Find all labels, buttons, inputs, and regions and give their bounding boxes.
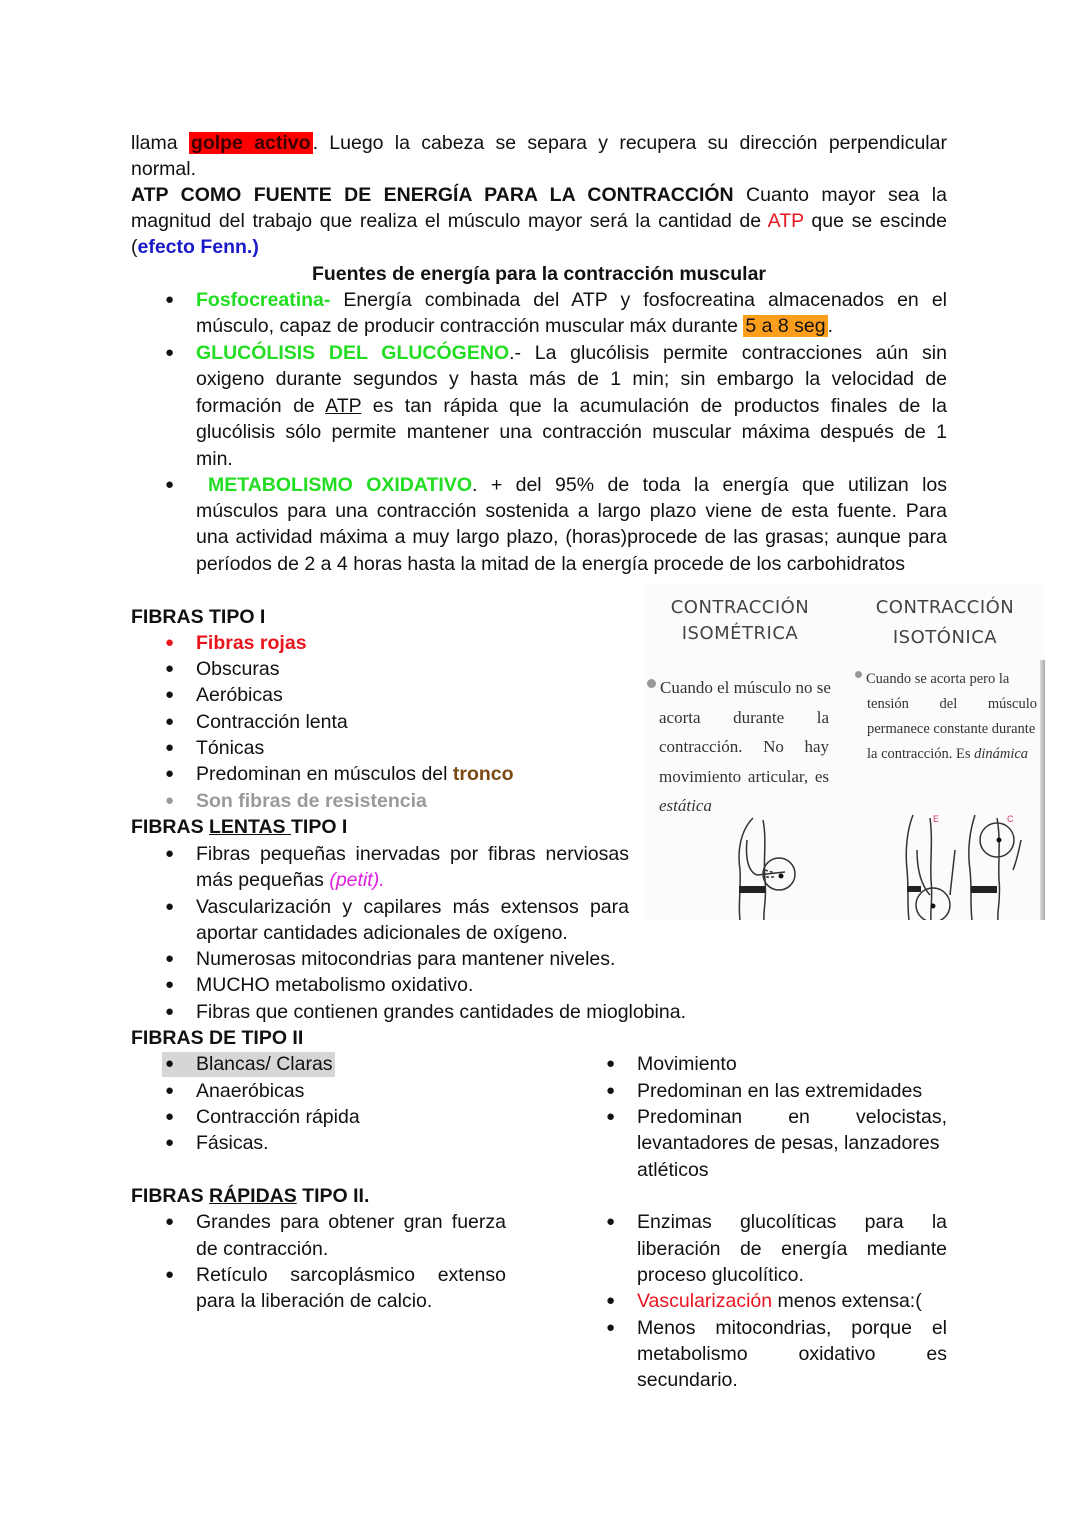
oxid-line-2: músculos para una contracción sostenida a largo plazo viene de esta fuente. Para — [196, 500, 947, 522]
oxid-line-3: una actividad máxima a muy largo plazo, (horas)procede de las grasas; aunque para — [196, 526, 947, 548]
tipo2-heading: FIBRAS DE TIPO II — [131, 1027, 304, 1049]
gluco-line-2: oxigeno durante segundos y hasta más de 1 min; sin embargo la velocidad de — [196, 368, 947, 390]
gluco-line-5: min. — [196, 448, 233, 470]
atp-line-3 — [131, 234, 259, 260]
bullet-icon: ● — [165, 1134, 175, 1151]
bullet-icon — [647, 679, 656, 688]
text: CONTRACCIÓN — [670, 597, 810, 618]
text: contracción. No hay — [659, 737, 829, 756]
text: .- La glucólisis permite contracciones aún sin — [509, 342, 947, 364]
tipo1-item: Contracción lenta — [196, 711, 348, 733]
tipo2-right-item: Predominan en las extremidades — [637, 1080, 923, 1102]
text: ISOTÓNICA — [892, 627, 998, 648]
bullet-icon: ● — [606, 1082, 616, 1099]
text: Cuando el músculo no se — [660, 678, 831, 697]
vascularizacion-red: Vascularización — [637, 1290, 773, 1312]
text: FIBRAS — [131, 816, 209, 838]
bullet-icon: ● — [165, 291, 175, 308]
bullet-icon: ● — [165, 1266, 175, 1283]
tipo1-item: Obscuras — [196, 658, 280, 680]
bullet-icon: ● — [165, 713, 175, 730]
rapidas-left-2-cont: para la liberación de calcio. — [196, 1290, 433, 1312]
bullet-icon: ● — [165, 1082, 175, 1099]
text: menos extensa:( — [772, 1290, 922, 1312]
bullet-icon: ● — [606, 1213, 616, 1230]
bullet-icon: ● — [165, 792, 175, 809]
atp-underlined: ATP — [325, 395, 362, 417]
text: Predominan en músculos del — [196, 763, 453, 785]
bullet-icon: ● — [606, 1108, 616, 1125]
highlight-golpe-activo: golpe activo — [190, 132, 311, 154]
atp-line-1 — [131, 182, 947, 208]
rapidas-right-1: Enzimas glucolíticas para la — [637, 1211, 947, 1233]
text: que se escinde — [803, 210, 947, 232]
bullet-icon: ● — [165, 344, 175, 361]
oxid-line-4: períodos de 2 a 4 horas hasta la mitad de la energía procede de los carbohidratos — [196, 553, 905, 575]
bullet-icon: ● — [165, 1213, 175, 1230]
text: más pequeñas — [196, 869, 330, 891]
bullet-icon: ● — [165, 686, 175, 703]
label-c: C — [1007, 814, 1014, 824]
tipo2-left-item: Blancas/ Claras — [196, 1053, 333, 1075]
bullet-icon: ● — [165, 765, 175, 782]
isotonica-text — [855, 667, 1037, 767]
term-metabolismo-oxidativo: METABOLISMO OXIDATIVO — [208, 474, 473, 496]
rapidas-heading — [131, 1183, 369, 1209]
fuentes-title: Fuentes de energía para la contracción muscular — [311, 263, 767, 285]
tipo1-heading: FIBRAS TIPO I — [131, 606, 266, 628]
isotonica-title — [870, 595, 1020, 651]
lentas-item-2-line-1: Vascularización y capilares más extensos para — [196, 896, 629, 918]
rapidas-left-1-cont: de contracción. — [196, 1238, 329, 1260]
text: . + del 95% de toda la energía que utilizan los — [472, 474, 947, 496]
rapidas-right-3-cont: secundario. — [637, 1369, 738, 1391]
text: ISOMÉTRICA — [681, 623, 799, 644]
tipo1-item-resistencia: Son fibras de resistencia — [196, 790, 427, 812]
tipo1-item: Tónicas — [196, 737, 265, 759]
isometrica-text — [647, 673, 829, 821]
tipo2-right-item-cont: levantadores de pesas, lanzadores — [637, 1132, 940, 1154]
rapidas-right-1-cont: proceso glucolítico. — [637, 1264, 804, 1286]
intro-line-2: normal. — [131, 158, 197, 180]
gluco-line-4: glucólisis sólo permite mantener una contracción muscular máxima después de 1 — [196, 421, 947, 443]
tipo1-item-tronco — [196, 761, 514, 787]
bullet-icon: ● — [165, 845, 175, 862]
tipo2-right-item: Movimiento — [637, 1053, 737, 1075]
text: Cuanto mayor sea la — [733, 184, 947, 206]
atp-line-2 — [131, 208, 947, 234]
bullet-icon: ● — [165, 1003, 175, 1020]
bullet-icon — [855, 671, 862, 678]
text: la contracción. Es — [867, 746, 975, 762]
text: . — [827, 315, 833, 337]
lentas-item-1-line-1: Fibras pequeñas inervadas por fibras nerviosas — [196, 843, 629, 865]
text: RÁPIDAS — [209, 1185, 297, 1207]
text: llama — [131, 132, 189, 154]
rapidas-right-2 — [637, 1288, 922, 1314]
bullet-icon: ● — [165, 1108, 175, 1125]
contraction-figure — [645, 585, 1045, 920]
bullet-icon: ● — [606, 1292, 616, 1309]
bullet-icon: ● — [165, 950, 175, 967]
text: TIPO I — [290, 816, 348, 838]
lentas-item-5: Fibras que contienen grandes cantidades de mioglobina. — [196, 1001, 686, 1023]
bullet-icon: ● — [606, 1055, 616, 1072]
text: dinámica — [974, 746, 1029, 762]
bullet-icon: ● — [165, 476, 175, 493]
bullet-icon: ● — [165, 660, 175, 677]
rapidas-right-1-cont: liberación de energía mediante — [637, 1238, 947, 1260]
atp-red: ATP — [767, 210, 804, 232]
bullet-icon: ● — [165, 739, 175, 756]
lentas-heading — [131, 814, 347, 840]
bullet-icon: ● — [165, 976, 175, 993]
lentas-item-1-line-2 — [196, 867, 385, 893]
bullet-icon: ● — [165, 634, 175, 651]
highlight-5-8-seg: 5 a 8 seg — [745, 315, 826, 337]
text: Cuando se acorta pero la — [866, 671, 1010, 687]
text: . Luego la cabeza se separa y recupera su dirección perpendicular — [312, 132, 947, 154]
tipo1-item-fibras-rojas: Fibras rojas — [196, 632, 307, 654]
text: FIBRAS — [131, 1185, 209, 1207]
text: movimiento articular, es — [659, 766, 829, 786]
text: es tan rápida que la acumulación de productos finales de la — [361, 395, 947, 417]
text: ( — [131, 236, 138, 258]
text: estática — [659, 796, 712, 815]
rapidas-right-3-cont: metabolismo oxidativo es — [637, 1343, 947, 1365]
term-fosfocreatina: Fosfocreatina- — [196, 289, 331, 311]
tipo1-item: Aeróbicas — [196, 684, 283, 706]
atp-heading: ATP COMO FUENTE DE ENERGÍA PARA LA CONTRACCIÓN — [131, 184, 734, 206]
tipo2-left-item: Contracción rápida — [196, 1106, 360, 1128]
text: músculo, capaz de producir contracción muscular máx durante — [196, 315, 744, 337]
bullet-icon: ● — [606, 1319, 616, 1336]
text: LENTAS — [209, 816, 291, 838]
term-glucolisis: GLUCÓLISIS DEL GLUCÓGENO — [196, 342, 510, 364]
lentas-item-3: Numerosas mitocondrias para mantener niveles. — [196, 948, 616, 970]
text: tensión del músculo — [867, 696, 1037, 712]
fosfo-line-2 — [196, 313, 833, 339]
tipo2-right-item: Predominan en velocistas, — [637, 1106, 947, 1128]
text: acorta durante la — [659, 707, 829, 727]
petit: (petit). — [329, 869, 385, 891]
belt — [739, 886, 765, 893]
text: magnitud del trabajo que realiza el músculo mayor será la cantidad de — [131, 210, 768, 232]
text: TIPO II. — [296, 1185, 370, 1207]
text: permanece constante durante — [867, 721, 1036, 737]
rapidas-right-3: Menos mitocondrias, porque el — [637, 1317, 947, 1339]
lentas-item-4: MUCHO metabolismo oxidativo. — [196, 974, 474, 996]
bullet-icon: ● — [165, 898, 175, 915]
text: Energía combinada del ATP y fosfocreatina almacenados en el — [330, 289, 947, 311]
rapidas-left-2: Retículo sarcoplásmico extenso — [196, 1264, 506, 1286]
text: formación de — [196, 395, 326, 417]
tronco-word: tronco — [452, 763, 514, 785]
tipo2-right-item-cont: atléticos — [637, 1159, 709, 1181]
figure-edge — [1040, 660, 1045, 920]
gluco-line-1 — [196, 340, 947, 366]
label-e: E — [933, 814, 940, 824]
rapidas-left-1: Grandes para obtener gran fuerza — [196, 1211, 506, 1233]
text: CONTRACCIÓN — [875, 597, 1015, 618]
arm-curl-illustration-icon — [645, 810, 1045, 920]
bullet-icon: ● — [165, 1055, 175, 1072]
oxid-line-1 — [208, 472, 947, 498]
isometrica-title — [665, 595, 815, 647]
tipo2-left-item: Fásicas. — [196, 1132, 269, 1154]
fosfo-line-1 — [196, 287, 947, 313]
lentas-item-2-line-2: aportar cantidades adicionales de oxígeno. — [196, 922, 568, 944]
efecto-fenn: efecto Fenn.) — [137, 236, 259, 258]
gluco-line-3 — [196, 393, 947, 419]
intro-line-1 — [131, 130, 947, 156]
tipo2-left-item: Anaeróbicas — [196, 1080, 305, 1102]
text — [855, 742, 1037, 767]
